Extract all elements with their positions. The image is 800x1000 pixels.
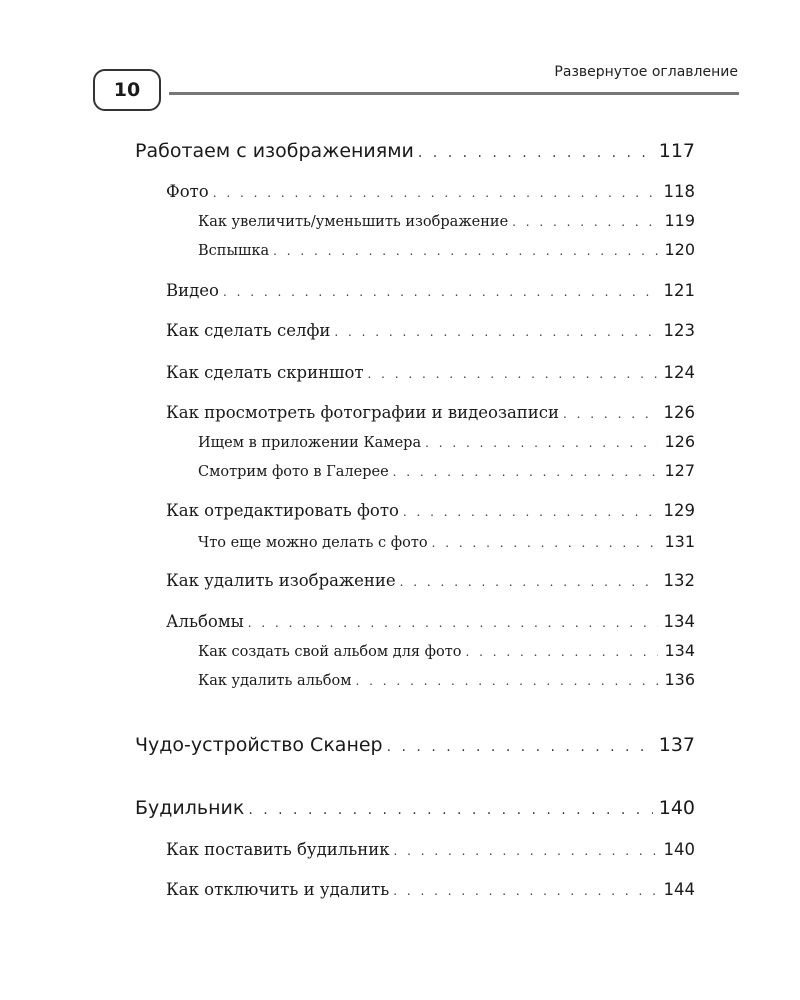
header-rule — [169, 92, 739, 95]
toc-entry-label: Фото — [166, 182, 209, 201]
toc-entry-page: 134 — [664, 641, 695, 660]
toc-entry — [166, 571, 695, 590]
toc-entry — [166, 501, 695, 520]
toc-entry — [166, 182, 695, 201]
toc-entry — [135, 797, 695, 819]
toc-entry — [166, 612, 695, 631]
toc-entry — [135, 734, 695, 756]
toc-entry-label: Как поставить будильник — [166, 840, 390, 859]
toc-entry-label: Как удалить изображение — [166, 571, 396, 590]
toc-entry-label: Как сделать скриншот — [166, 363, 364, 382]
toc-entry — [198, 670, 695, 689]
dot-leader — [368, 367, 658, 381]
toc-entry-page: 129 — [663, 501, 695, 520]
dot-leader — [512, 215, 658, 229]
toc-entry-page: 140 — [658, 797, 695, 819]
toc-entry-page: 144 — [663, 880, 695, 899]
toc-entry-page: 134 — [663, 612, 695, 631]
toc-entry — [198, 532, 695, 551]
dot-leader — [334, 325, 657, 339]
dot-leader — [563, 407, 657, 421]
page-number-badge: 10 — [93, 69, 161, 111]
toc-entry — [166, 403, 695, 422]
toc-entry-label: Видео — [166, 281, 219, 300]
toc-entry-page: 137 — [658, 734, 695, 756]
dot-leader — [223, 285, 658, 299]
toc-entry-page: 140 — [663, 840, 695, 859]
toc-entry-page: 132 — [663, 571, 695, 590]
toc-entry — [198, 211, 695, 230]
toc-entry — [166, 281, 695, 300]
toc-entry-page: 118 — [663, 182, 695, 201]
toc-entry — [198, 240, 695, 259]
toc-entry — [198, 461, 695, 480]
toc-entry-label: Как удалить альбом — [198, 673, 352, 689]
toc-entry-page: 136 — [664, 670, 695, 689]
dot-leader — [432, 536, 659, 550]
toc-entry-label: Как сделать селфи — [166, 321, 331, 340]
dot-leader — [248, 616, 658, 630]
toc-entry-label: Альбомы — [166, 612, 244, 631]
toc-entry — [198, 641, 695, 660]
toc-entry — [166, 880, 695, 899]
toc-entry-page: 127 — [664, 461, 695, 480]
toc-entry-label: Смотрим фото в Галерее — [198, 464, 389, 480]
dot-leader — [394, 844, 658, 858]
toc-entry — [166, 840, 695, 859]
toc-entry-label: Ищем в приложении Камера — [198, 435, 422, 451]
toc-entry — [166, 321, 695, 340]
dot-leader — [387, 739, 653, 755]
toc-entry — [198, 432, 695, 451]
dot-leader — [273, 244, 658, 258]
toc-entry — [135, 140, 695, 162]
toc-entry-page: 124 — [663, 363, 695, 382]
toc-entry-label: Будильник — [135, 797, 245, 819]
toc-entry-label: Как увеличить/уменьшить изображение — [198, 214, 509, 230]
toc-entry-label: Как просмотреть фотографии и видеозаписи — [166, 403, 560, 422]
dot-leader — [248, 802, 652, 818]
dot-leader — [466, 645, 659, 659]
dot-leader — [403, 505, 658, 519]
dot-leader — [356, 674, 659, 688]
dot-leader — [425, 436, 658, 450]
toc-entry-label: Как отключить и удалить — [166, 880, 390, 899]
toc-entry-label: Что еще можно делать с фото — [198, 535, 428, 551]
dot-leader — [393, 884, 657, 898]
toc-entry-page: 120 — [664, 240, 695, 259]
toc-entry-page: 121 — [663, 281, 695, 300]
toc-entry-label: Вспышка — [198, 243, 270, 259]
dot-leader — [213, 186, 658, 200]
dot-leader — [393, 465, 659, 479]
toc-entry-page: 126 — [663, 403, 695, 422]
toc-entry-page: 119 — [664, 211, 695, 230]
toc-entry-page: 126 — [664, 432, 695, 451]
toc-entry-label: Чудо-устройство Сканер — [135, 734, 383, 756]
toc-entry-label: Как создать свой альбом для фото — [198, 644, 462, 660]
toc-entry-page: 131 — [664, 532, 695, 551]
running-header-title: Развернутое оглавление — [554, 64, 738, 80]
toc-entry-page: 123 — [663, 321, 695, 340]
toc-entry-label: Как отредактировать фото — [166, 501, 399, 520]
toc-entry-label: Работаем с изображениями — [135, 140, 414, 162]
dot-leader — [400, 575, 658, 589]
toc-entry — [166, 363, 695, 382]
toc-entry-page: 117 — [658, 140, 695, 162]
dot-leader — [418, 145, 653, 161]
